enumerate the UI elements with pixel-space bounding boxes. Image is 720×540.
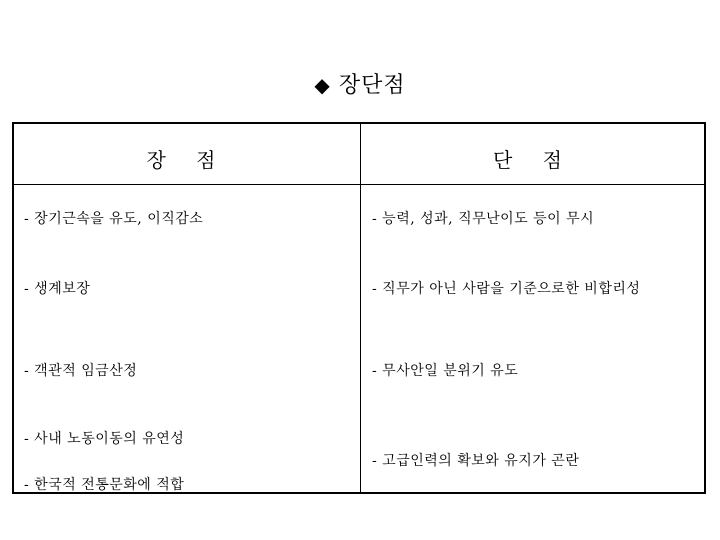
slide-title-text: 장단점 [338,73,406,98]
diamond-bullet-icon: ◆ [314,73,331,97]
advantage-item: - 객관적 임금산정 [24,363,138,379]
disadvantages-header: 단 점 [493,148,574,172]
header-divider [14,184,704,185]
advantage-item: - 장기근속을 유도, 이직감소 [24,211,204,227]
advantage-item: - 한국적 전통문화에 적합 [24,477,185,493]
disadvantage-item: - 능력, 성과, 직무난이도 등이 무시 [372,211,595,227]
advantage-item: - 사내 노동이동의 유연성 [24,431,185,447]
advantages-header: 장 점 [146,148,228,172]
pros-cons-table [12,122,706,494]
slide-title [0,68,720,99]
disadvantage-item: - 무사안일 분위기 유도 [372,363,519,379]
advantage-item: - 생계보장 [24,281,91,297]
column-divider [360,124,361,492]
disadvantage-item: - 고급인력의 확보와 유지가 곤란 [372,453,580,469]
disadvantage-item: - 직무가 아닌 사람을 기준으로한 비합리성 [372,281,641,297]
